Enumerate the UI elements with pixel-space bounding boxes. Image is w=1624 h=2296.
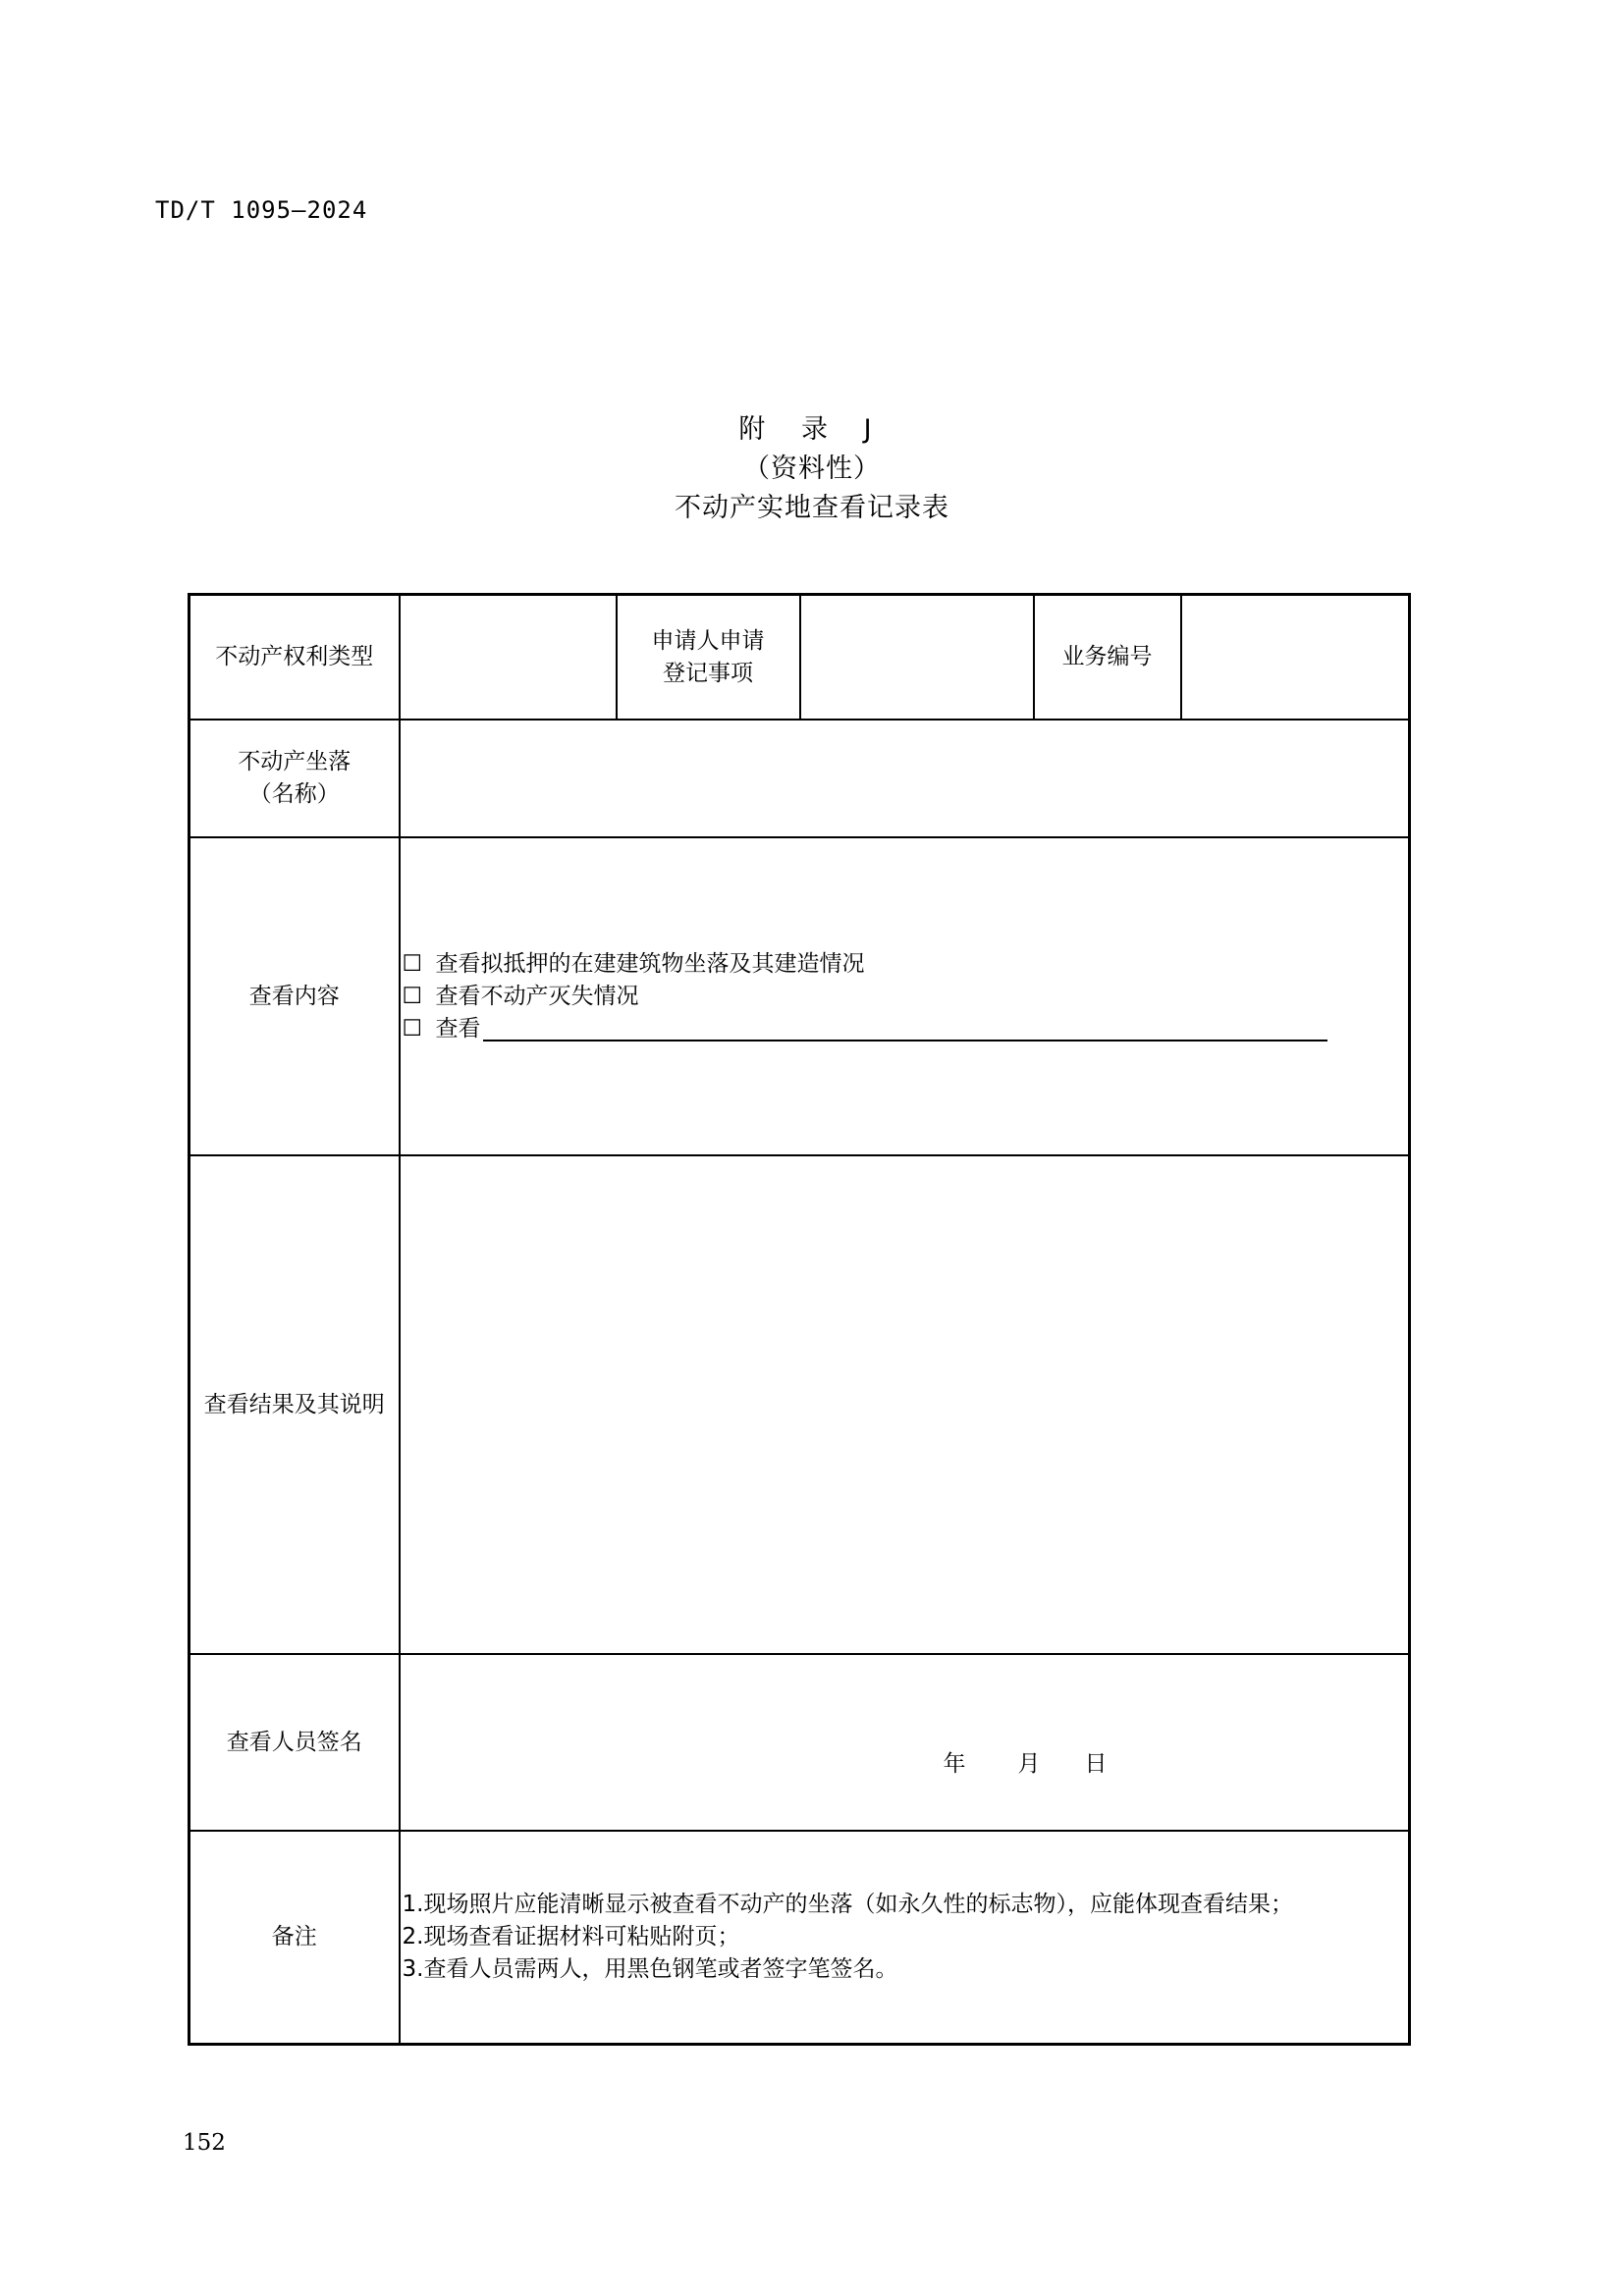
list-item: 1.现场照片应能清晰显示被查看不动产的坐落（如永久性的标志物），应能体现查看结果； bbox=[402, 1892, 1293, 1917]
table-row bbox=[189, 720, 1410, 837]
checkbox[interactable]: ☐ bbox=[402, 983, 423, 1009]
remarks-label: 备注 bbox=[189, 1831, 400, 2045]
inspection-content-label: 查看内容 bbox=[189, 837, 400, 1155]
date-month-label: 月 bbox=[1017, 1751, 1041, 1777]
application-item-label: 申请人申请登记事项 bbox=[617, 595, 800, 721]
date-row bbox=[944, 1748, 1108, 1781]
page-number: 152 bbox=[183, 2130, 226, 2156]
list-item: 3.查看人员需两人，用黑色钢笔或者签字笔签名。 bbox=[402, 1956, 898, 1982]
property-right-type-label: 不动产权利类型 bbox=[189, 595, 400, 721]
table-row bbox=[189, 595, 1410, 721]
list-item: 2.现场查看证据材料可粘贴附页； bbox=[402, 1924, 740, 1949]
appendix-nature: （资料性） bbox=[743, 454, 881, 484]
business-number-label: 业务编号 bbox=[1034, 595, 1181, 721]
other-inspection-blank[interactable] bbox=[483, 1016, 1327, 1041]
inspection-checklist bbox=[401, 948, 1409, 1045]
inspection-content-cell bbox=[400, 837, 1410, 1155]
business-number-field[interactable] bbox=[1181, 595, 1410, 721]
list-item bbox=[403, 981, 1409, 1013]
date-day-label: 日 bbox=[1084, 1751, 1108, 1777]
signature-label: 查看人员签名 bbox=[189, 1654, 400, 1831]
table-row bbox=[189, 1831, 1410, 2045]
date-year-label: 年 bbox=[943, 1751, 966, 1777]
checkbox[interactable]: ☐ bbox=[402, 950, 423, 977]
standard-code: TD/T 1095—2024 bbox=[155, 196, 368, 224]
signature-field[interactable] bbox=[400, 1654, 1410, 1831]
title-block bbox=[0, 410, 1624, 528]
checkbox-label: 查看不动产灭失情况 bbox=[435, 983, 639, 1009]
checkbox-label: 查看 bbox=[435, 1015, 481, 1041]
form-title: 不动产实地查看记录表 bbox=[675, 493, 949, 523]
location-label: 不动产坐落（名称） bbox=[189, 720, 400, 837]
location-field[interactable] bbox=[400, 720, 1410, 837]
remarks-cell bbox=[400, 1831, 1410, 2045]
result-field[interactable] bbox=[400, 1155, 1410, 1654]
table-row bbox=[189, 837, 1410, 1155]
list-item bbox=[403, 1013, 1409, 1045]
checkbox-label: 查看拟抵押的在建建筑物坐落及其建造情况 bbox=[435, 950, 865, 977]
list-item bbox=[403, 948, 1409, 981]
result-label: 查看结果及其说明 bbox=[189, 1155, 400, 1654]
checkbox[interactable]: ☐ bbox=[402, 1015, 423, 1041]
property-right-type-field[interactable] bbox=[400, 595, 617, 721]
remarks-list bbox=[401, 1889, 1409, 1986]
appendix-label: 附 录 J bbox=[738, 414, 886, 445]
table-row bbox=[189, 1155, 1410, 1654]
table-row bbox=[189, 1654, 1410, 1831]
inspection-record-table bbox=[188, 593, 1411, 2046]
application-item-field[interactable] bbox=[800, 595, 1034, 721]
